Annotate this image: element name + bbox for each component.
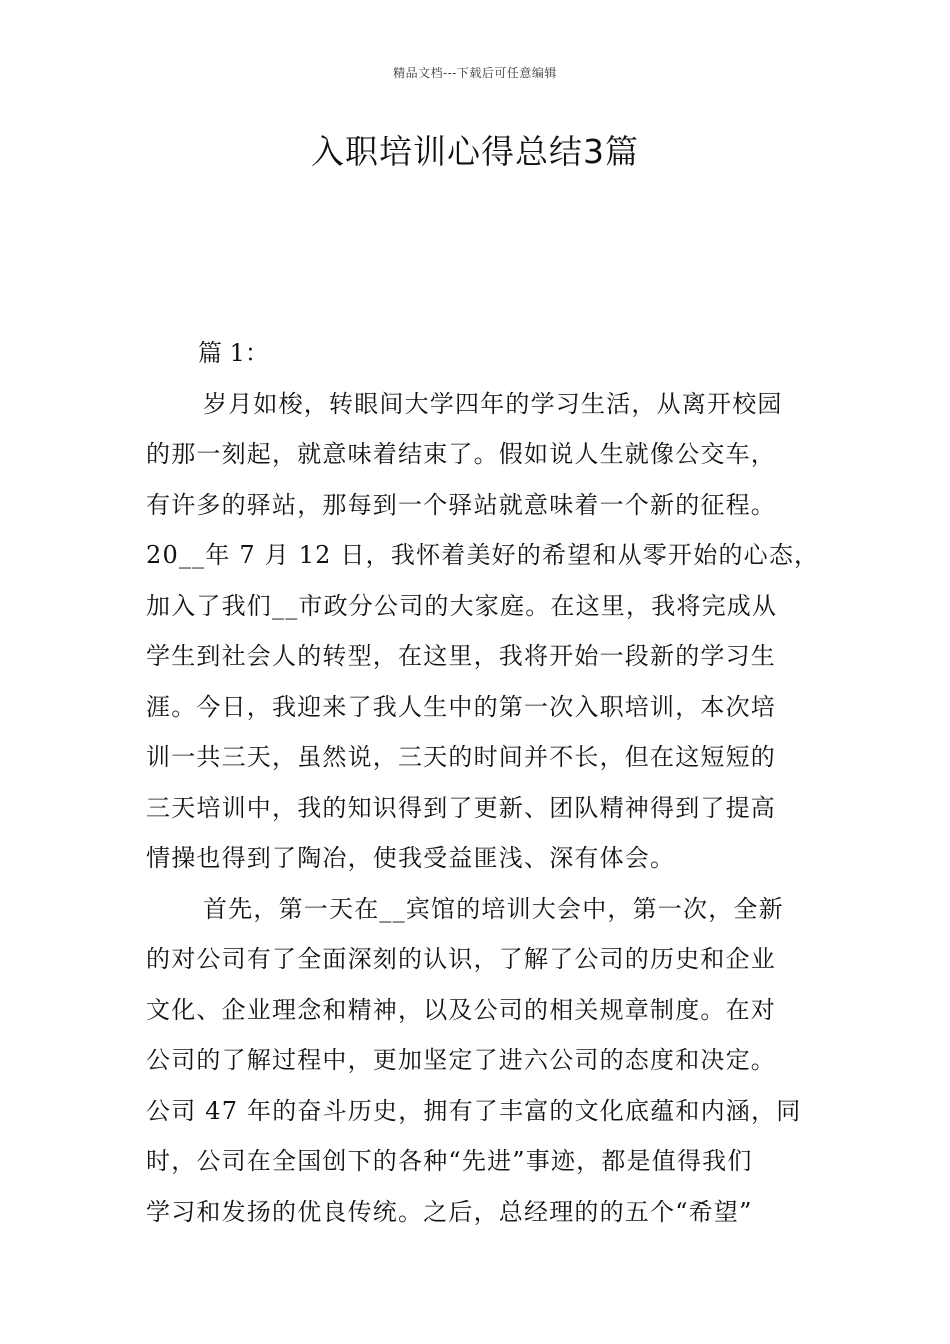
paragraph-line: 三天培训中，我的知识得到了更新、团队精神得到了提高	[146, 793, 776, 822]
paragraph-line: 训一共三天，虽然说，三天的时间并不长，但在这短短的	[146, 743, 776, 771]
paragraph-line: 文化、企业理念和精神，以及公司的相关规章制度。在对	[146, 995, 776, 1024]
paragraph-line: 学生到社会人的转型，在这里，我将开始一段新的学习生	[146, 642, 776, 670]
paragraph-line: 情操也得到了陶冶，使我受益匪浅、深有体会。	[146, 844, 676, 872]
paragraph-line: 学习和发扬的优良传统。之后，总经理的的五个“希望”	[146, 1197, 753, 1226]
paragraph-line: 20__年 7 月 12 日，我怀着美好的希望和从零开始的心态，	[146, 541, 820, 569]
paragraph-line: 的对公司有了全面深刻的认识，了解了公司的历史和企业	[146, 945, 776, 973]
document-body	[146, 328, 836, 1237]
section-label: 篇 1：	[198, 339, 269, 367]
paragraph-line: 公司的了解过程中，更加坚定了进六公司的态度和决定。	[146, 1046, 776, 1074]
paragraph-line: 加入了我们__市政分公司的大家庭。在这里，我将完成从	[146, 591, 778, 620]
paragraph-line: 岁月如梭，转眼间大学四年的学习生活，从离开校园	[203, 389, 783, 418]
paragraph-line: 公司 47 年的奋斗历史，拥有了丰富的文化底蕴和内涵，同	[146, 1096, 802, 1125]
document-title: 入职培训心得总结3篇	[311, 132, 639, 171]
header-note: 精品文档---下载后可任意编辑	[393, 66, 557, 80]
paragraph-line: 时，公司在全国创下的各种“先进”事迹，都是值得我们	[146, 1147, 753, 1175]
paragraph-line: 的那一刻起，就意味着结束了。假如说人生就像公交车，	[146, 440, 776, 468]
paragraph-line: 涯。今日，我迎来了我人生中的第一次入职培训，本次培	[146, 692, 776, 721]
paragraph-line: 首先，第一天在__宾馆的培训大会中，第一次，全新	[203, 894, 784, 923]
paragraph-line: 有许多的驿站，那每到一个驿站就意味着一个新的征程。	[146, 490, 776, 519]
